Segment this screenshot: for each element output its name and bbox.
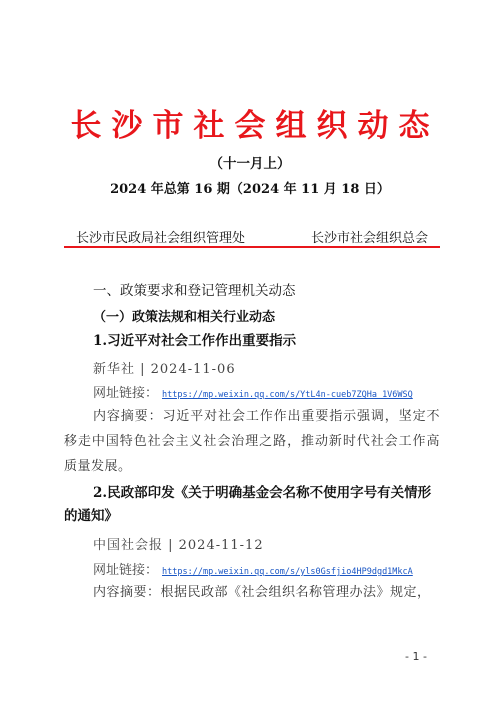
item-summary: 内容摘要：根据民政部《社会组织名称管理办法》规定， <box>93 585 431 600</box>
item-link[interactable]: https://mp.weixin.qq.com/s/YtL4n-cueb7ZQHa_1V6WSQ <box>162 390 413 400</box>
issue-part: （十一月上） <box>209 156 291 172</box>
item-title: 2.民政部印发《关于明确基金会名称不使用字号有关情形的通知》 <box>64 485 432 524</box>
link-label: 网址链接： <box>93 563 159 578</box>
item-title: 1.习近平对社会工作作出重要指示 <box>93 333 297 349</box>
item-link[interactable]: https://mp.weixin.qq.com/s/yls0Gsfjio4HP9dgd1MkcA <box>162 567 413 577</box>
publisher-left: 长沙市民政局社会组织管理处 <box>76 231 246 246</box>
publisher-right: 长沙市社会组织总会 <box>311 231 429 246</box>
link-label: 网址链接： <box>93 386 159 401</box>
item-summary: 内容摘要：习近平对社会工作作出重要指示强调，坚定不移走中国特色社会主义社会治理之路，推动新时代社会工作高质量发展。 <box>64 409 440 474</box>
red-divider <box>64 246 440 248</box>
item-link-row <box>93 382 413 401</box>
item-link-row <box>93 559 413 578</box>
issue-line: 2024 年总第 16 期（2024 年 11 月 18 日） <box>110 182 390 197</box>
section-heading: 一、政策要求和登记管理机关动态 <box>93 283 296 299</box>
masthead-title: 长沙市社会组织动态 <box>70 108 440 144</box>
item-source: 中国社会报 | 2024-11-12 <box>93 538 264 553</box>
page-number: - 1 - <box>405 650 427 663</box>
subsection-heading: （一）政策法规和相关行业动态 <box>93 310 276 325</box>
item-source: 新华社 | 2024-11-06 <box>93 362 236 377</box>
